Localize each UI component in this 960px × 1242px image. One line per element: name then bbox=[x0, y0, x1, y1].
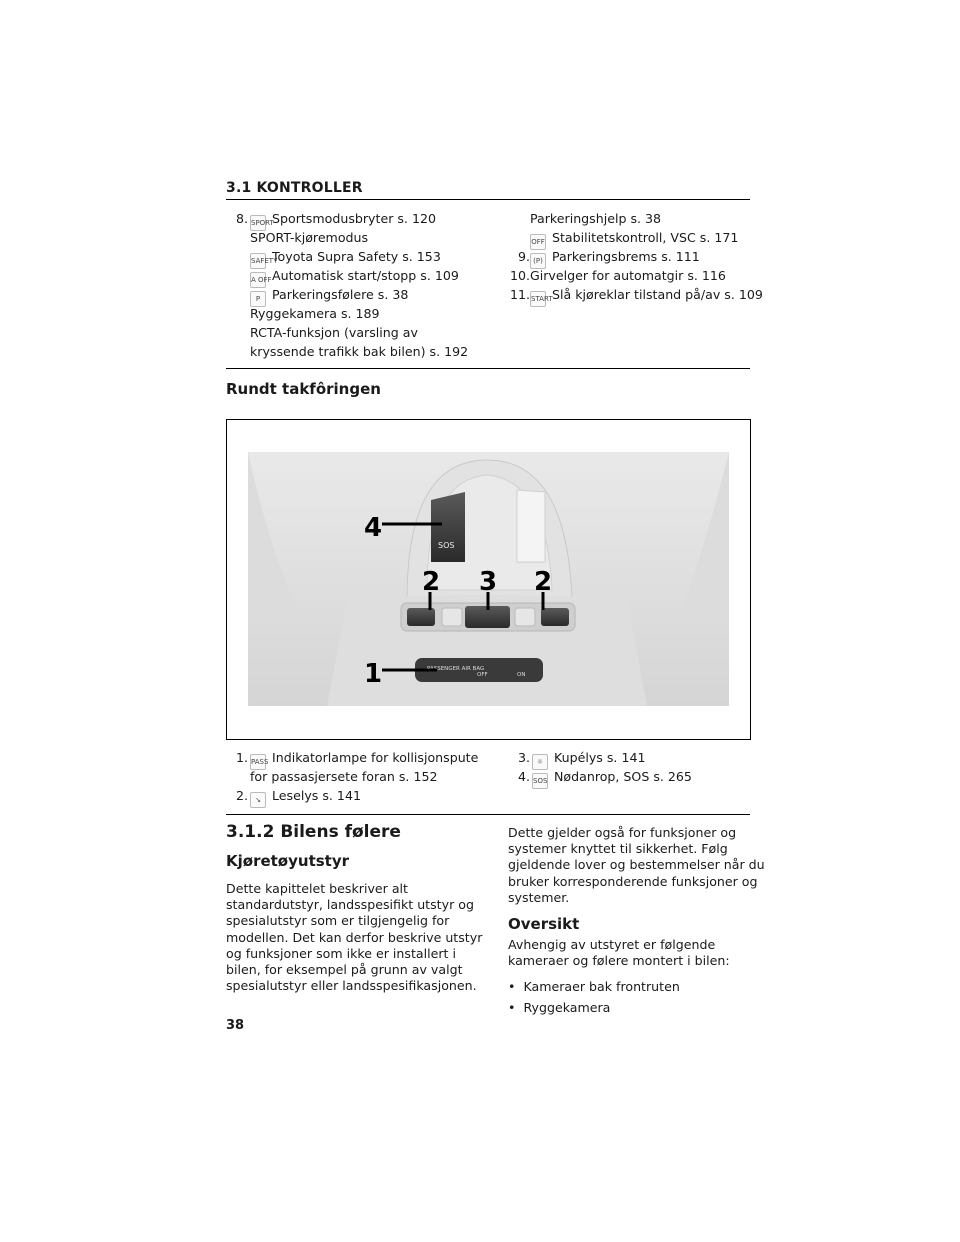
item-text: Ryggekamera s. 189 bbox=[250, 306, 380, 321]
list-item bbox=[226, 748, 479, 767]
item-text: Stabilitetskontroll, VSC s. 171 bbox=[552, 230, 739, 245]
section-title: 3.1 KONTROLLER bbox=[226, 180, 363, 196]
list-item bbox=[504, 247, 700, 266]
section-rule bbox=[226, 368, 750, 369]
page-number: 38 bbox=[226, 1018, 245, 1033]
text-line: Dette kapittelet beskriver alt bbox=[226, 881, 408, 896]
list-item bbox=[226, 285, 409, 304]
sport-icon: SPORT bbox=[250, 215, 266, 231]
text-line: bruker korresponderende funksjoner og bbox=[508, 873, 758, 889]
vsc-off-icon: OFF bbox=[530, 234, 546, 250]
chapter-subhead: Kjøretøyutstyr bbox=[226, 852, 350, 870]
overview-title: Oversikt bbox=[508, 915, 580, 933]
list-item bbox=[226, 228, 369, 247]
subsection-title: Rundt takfôringen bbox=[226, 380, 381, 398]
callout-4: 4 bbox=[364, 513, 383, 543]
text-line: bilen, for eksempel på grunn av valgt bbox=[226, 962, 463, 978]
item-number: 10. bbox=[509, 268, 530, 283]
list-item bbox=[226, 786, 361, 805]
item-text: Kupélys s. 141 bbox=[554, 750, 646, 765]
item-number: 11. bbox=[509, 287, 530, 302]
passenger-airbag-icon: PASS bbox=[250, 754, 266, 770]
chapter-rule bbox=[226, 814, 750, 815]
item-number: 1. bbox=[235, 750, 248, 765]
airbag-text: PASSENGER AIR BAG bbox=[427, 666, 485, 672]
parking-sensor-icon: P bbox=[250, 291, 266, 307]
item-text: Parkeringshjelp s. 38 bbox=[530, 211, 662, 226]
item-text: Parkeringsfølere s. 38 bbox=[272, 287, 409, 302]
item-number: 3. bbox=[517, 750, 530, 765]
item-number: 4. bbox=[517, 769, 530, 784]
item-number: 8. bbox=[235, 211, 248, 226]
roof-console-illustration bbox=[227, 420, 750, 739]
roof-lining-figure bbox=[226, 419, 751, 740]
start-stop-icon: START bbox=[530, 291, 546, 307]
list-item bbox=[226, 342, 469, 361]
text-line: spesialutstyr eller landsspesifikasjonen. bbox=[226, 978, 477, 994]
list-item bbox=[226, 304, 380, 323]
item-number: 9. bbox=[517, 249, 530, 264]
text-line: Avhengig av utstyret er følgende bbox=[508, 937, 716, 952]
header-rule bbox=[226, 199, 750, 200]
list-item bbox=[226, 247, 441, 266]
airbag-on: ON bbox=[517, 672, 526, 678]
item-text: Slå kjøreklar tilstand på/av s. 109 bbox=[552, 287, 763, 302]
sos-icon: SOS bbox=[532, 773, 548, 789]
left-paragraph bbox=[226, 881, 482, 994]
callout-2-right: 2 bbox=[534, 567, 553, 597]
overview-paragraph bbox=[508, 937, 730, 969]
chapter-title: 3.1.2 Bilens følere bbox=[226, 822, 401, 842]
item-text: Sportsmodusbryter s. 120 bbox=[272, 211, 436, 226]
item-text: Indikatorlampe for kollisjonspute bbox=[272, 750, 479, 765]
bullet-item: • Ryggekamera bbox=[508, 997, 680, 1018]
text-line: gjeldende lover og bestemmelser når du bbox=[508, 857, 765, 873]
list-item bbox=[226, 323, 418, 342]
item-text: RCTA-funksjon (varsling av bbox=[250, 325, 418, 340]
reading-light-icon: ↘ bbox=[250, 792, 266, 808]
bullet-item: • Kameraer bak frontruten bbox=[508, 976, 680, 997]
text-line: modellen. Det kan derfor beskrive utstyr bbox=[226, 929, 483, 945]
list-item bbox=[508, 748, 646, 767]
list-item bbox=[508, 767, 692, 786]
interior-light-icon: ☼ bbox=[532, 754, 548, 770]
item-text: Nødanrop, SOS s. 265 bbox=[554, 769, 692, 784]
item-number: 2. bbox=[235, 788, 248, 803]
right-paragraph bbox=[508, 825, 765, 906]
airbag-off: OFF bbox=[477, 672, 488, 678]
safety-system-icon: SAFETY bbox=[250, 253, 266, 269]
text-line: standardutstyr, landsspesifikt utstyr og bbox=[226, 897, 474, 913]
item-text: Girvelger for automatgir s. 116 bbox=[530, 268, 726, 283]
list-item bbox=[504, 209, 662, 228]
overview-bullets bbox=[508, 976, 680, 1018]
list-item bbox=[504, 285, 763, 304]
list-item bbox=[504, 228, 739, 247]
list-item bbox=[226, 209, 436, 228]
text-line: Dette gjelder også for funksjoner og bbox=[508, 825, 737, 840]
item-text: Automatisk start/stopp s. 109 bbox=[272, 268, 459, 283]
text-line: kameraer og følere montert i bilen: bbox=[508, 953, 730, 969]
list-item bbox=[226, 767, 438, 786]
item-text: SPORT-kjøremodus bbox=[250, 230, 369, 245]
callout-1: 1 bbox=[364, 659, 383, 689]
text-line: spesialutstyr som er tilgjengelig for bbox=[226, 913, 450, 929]
item-text: Parkeringsbrems s. 111 bbox=[552, 249, 700, 264]
text-line: systemer knyttet til sikkerhet. Følg bbox=[508, 841, 728, 857]
list-item bbox=[226, 266, 459, 285]
callout-2-left: 2 bbox=[422, 567, 441, 597]
sos-label: SOS bbox=[438, 541, 455, 550]
callout-3: 3 bbox=[479, 567, 498, 597]
parking-brake-icon: (P) bbox=[530, 253, 546, 269]
item-text: kryssende trafikk bak bilen) s. 192 bbox=[250, 344, 469, 359]
list-item bbox=[504, 266, 726, 285]
text-line: og funksjoner som ikke er installert i bbox=[226, 945, 456, 961]
item-text: for passasjersete foran s. 152 bbox=[250, 769, 438, 784]
item-text: Toyota Supra Safety s. 153 bbox=[272, 249, 441, 264]
auto-start-stop-icon: A OFF bbox=[250, 272, 266, 288]
text-line: systemer. bbox=[508, 889, 570, 905]
item-text: Leselys s. 141 bbox=[272, 788, 361, 803]
